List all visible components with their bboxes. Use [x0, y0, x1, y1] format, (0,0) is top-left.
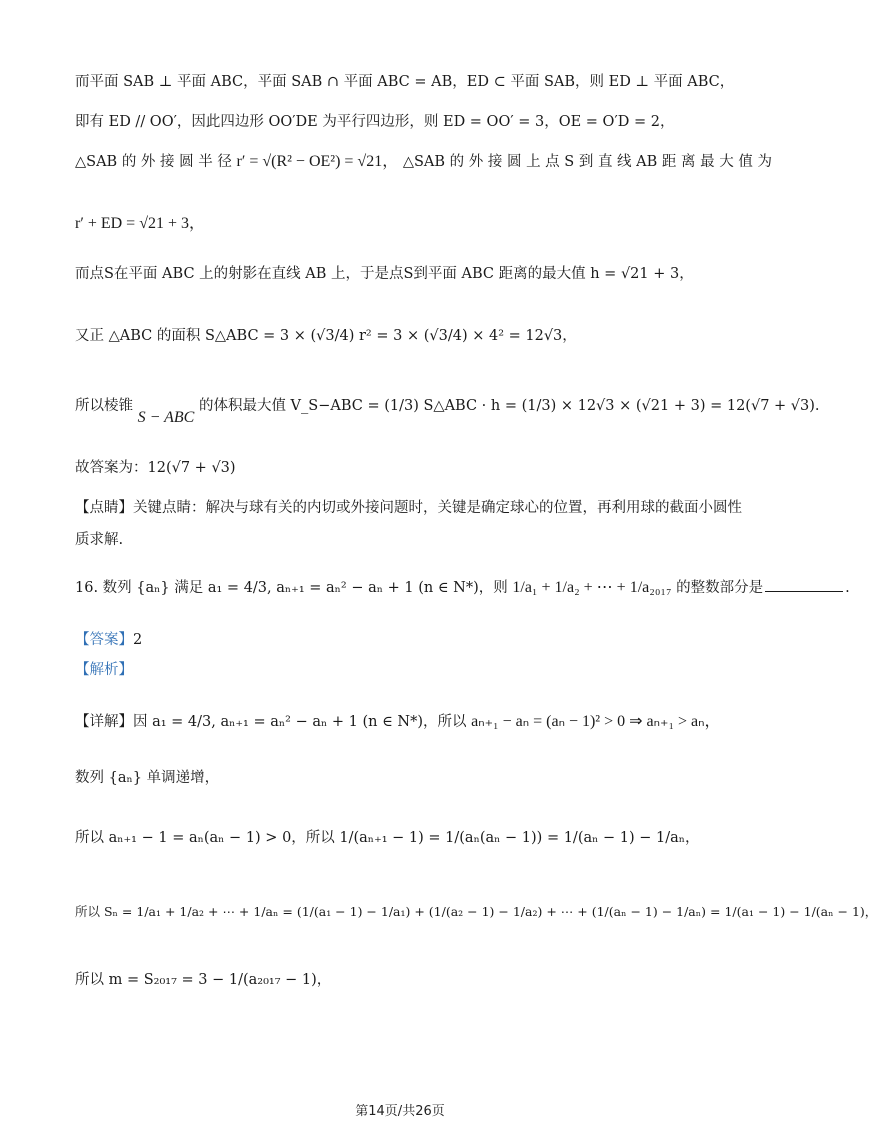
line-9-text: 关键点睛：解决与球有关的内切或外接问题时，关键是确定球心的位置，再利用球的截面小圆性	[133, 500, 742, 516]
text-line-5	[75, 264, 694, 284]
line-15-text: 数列 {aₙ} 单调递增，	[75, 770, 220, 786]
text-line-6	[75, 326, 577, 346]
line-3a-text: △SAB 的 外 接 圆 半 径	[75, 154, 237, 170]
text-line-2	[75, 112, 674, 132]
line-1-text: 而平面 SAB ⊥ 平面 ABC，平面 SAB ∩ 平面 ABC = AB，ED ⊂ 平面 SAB，则 ED ⊥ 平面 ABC，	[75, 74, 735, 90]
line-3b-formula: r′ = √(R² − OE²) = √21，	[236, 153, 399, 170]
question-16-stem: 16. 数列 {aₙ} 满足 a₁ = 4/3, aₙ₊₁ = aₙ² − aₙ + 1 (n ∈ N*)，则	[75, 580, 513, 596]
answer-blank	[765, 591, 843, 592]
line-18-text: 所以 m = S₂₀₁₇ = 3 − 1/(a₂₀₁₇ − 1)，	[75, 972, 332, 988]
line-3c-text: △SAB 的 外 接 圆 上 点 S 到 直 线 AB 距 离 最 大 值 为	[402, 154, 772, 170]
text-line-7	[75, 396, 820, 426]
line-7c-formula: 的体积最大值 V_S−ABC = (1/3) S△ABC · h = (1/3) × 12√3 × (√21 + 3) = 12(√7 + √3).	[194, 398, 820, 414]
line-4-formula: r′ + ED = √21 + 3，	[75, 215, 206, 232]
text-line-15	[75, 768, 219, 788]
question-16-sum: 1/a₁ + 1/a₂ + ⋯ + 1/a₂₀₁₇	[512, 579, 672, 596]
analysis-tag: 【解析】	[75, 662, 133, 678]
text-line-3	[75, 152, 772, 172]
text-line-18	[75, 970, 331, 990]
text-line-4	[75, 214, 205, 234]
answer-value: 2	[133, 632, 143, 648]
text-line-17	[75, 902, 877, 922]
detail-line-a: 因 a₁ = 4/3, aₙ₊₁ = aₙ² − aₙ + 1 (n ∈ N*)，所以	[133, 714, 472, 730]
line-16-text: 所以 aₙ₊₁ − 1 = aₙ(aₙ − 1) > 0，所以 1/(aₙ₊₁ − 1) = 1/(aₙ(aₙ − 1)) = 1/(aₙ − 1) − 1/aₙ，	[75, 830, 700, 846]
detail-tag: 【详解】	[75, 714, 133, 730]
remark-tag: 【点睛】	[75, 500, 133, 516]
answer-line	[75, 630, 142, 650]
analysis-line	[75, 660, 133, 680]
question-16-end: .	[845, 580, 850, 596]
line-7b-formula: S − ABC	[137, 409, 195, 426]
line-2-text: 即有 ED // OO′，因此四边形 OO′DE 为平行四边形，则 ED = OO′ = 3，OE = O′D = 2，	[75, 114, 675, 130]
detail-line-b: aₙ₊₁ − aₙ = (aₙ − 1)² > 0 ⇒ aₙ₊₁ > aₙ，	[471, 713, 721, 730]
line-6a-text: 又正	[75, 328, 109, 344]
line-17-text: 所以 Sₙ = 1/a₁ + 1/a₂ + ⋯ + 1/aₙ = (1/(a₁ − 1) − 1/a₁) + (1/(a₂ − 1) − 1/a₂) + ⋯ + (1/(aₙ − 1) − 1/aₙ) = 1/(a₁ − 1) − 1/(aₙ − 1)，	[75, 904, 877, 919]
text-line-10	[75, 530, 123, 550]
page-footer: 第14页/共26页	[355, 1104, 445, 1119]
line-5-text: 而点S在平面 ABC 上的射影在直线 AB 上，于是点S到平面 ABC 距离的最大值 h = √21 + 3，	[75, 266, 694, 282]
question-16	[75, 578, 850, 598]
text-line-9	[75, 498, 742, 518]
question-16-ask: 的整数部分是	[671, 580, 764, 596]
text-line-16	[75, 828, 700, 848]
text-line-1	[75, 72, 734, 92]
text-line-8	[75, 458, 236, 478]
line-7a-text: 所以棱锥	[75, 398, 138, 414]
answer-tag: 【答案】	[75, 632, 133, 648]
line-10-text: 质求解.	[75, 532, 124, 548]
line-6b-formula: △ABC 的面积 S△ABC = 3 × (√3/4) r² = 3 × (√3/4) × 4² = 12√3，	[108, 328, 577, 344]
line-8-text: 故答案为：12(√7 + √3)	[75, 460, 236, 476]
detail-line	[75, 712, 721, 732]
